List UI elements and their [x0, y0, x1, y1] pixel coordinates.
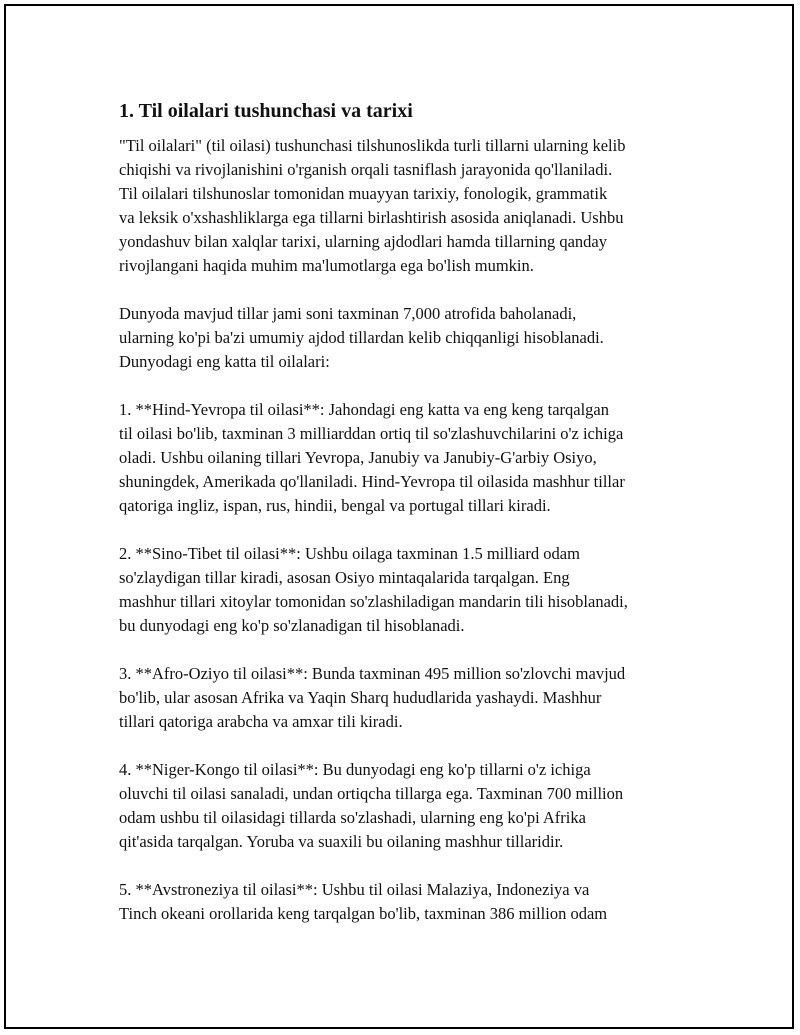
text-line: bu dunyodagi eng ko'p so'zlanadigan til hisoblanadi. [119, 616, 465, 635]
text-line: qatoriga ingliz, ispan, rus, hindii, bengal va portugal tillari kiradi. [119, 496, 551, 515]
text-line: Til oilalari tilshunoslar tomonidan muayyan tarixiy, fonologik, grammatik [119, 184, 608, 203]
text-line: 4. **Niger-Kongo til oilasi**: Bu dunyodagi eng ko'p tillarni o'z ichiga [119, 760, 591, 779]
text-line: Dunyodagi eng katta til oilalari: [119, 352, 330, 371]
text-line: til oilasi bo'lib, taxminan 3 milliarddan ortiq til so'zlashuvchilarini o'z ichiga [119, 424, 624, 443]
text-line: qit'asida tarqalgan. Yoruba va suaxili bu oilaning mashhur tillaridir. [119, 832, 564, 851]
list-item-indo-european [119, 398, 699, 518]
text-line: 1. **Hind-Yevropa til oilasi**: Jahondagi eng katta va eng keng tarqalgan [119, 400, 610, 419]
text-line: rivojlangani haqida muhim ma'lumotlarga ega bo'lish mumkin. [119, 256, 534, 275]
text-line: mashhur tillari xitoylar tomonidan so'zlashiladigan mandarin tili hisoblanadi, [119, 592, 628, 611]
list-item-niger-congo [119, 758, 699, 854]
paragraph-world-languages [119, 302, 699, 374]
text-line: 3. **Afro-Oziyo til oilasi**: Bunda taxminan 495 million so'zlovchi mavjud [119, 664, 626, 683]
list-item-sino-tibetan [119, 542, 699, 638]
text-line: Dunyoda mavjud tillar jami soni taxminan 7,000 atrofida baholanadi, [119, 304, 577, 323]
text-line: chiqishi va rivojlanishini o'rganish orqali tasniflash jarayonida qo'llaniladi. [119, 160, 613, 179]
section-heading: 1. Til oilalari tushunchasi va tarixi [119, 100, 413, 122]
text-line: 5. **Avstroneziya til oilasi**: Ushbu til oilasi Malaziya, Indoneziya va [119, 880, 590, 899]
text-line: "Til oilalari" (til oilasi) tushunchasi tilshunoslikda turli tillarni ularning kelib [119, 136, 626, 155]
page-frame [4, 4, 794, 1029]
text-line: bo'lib, ular asosan Afrika va Yaqin Sharq hududlarida yashaydi. Mashhur [119, 688, 602, 707]
list-item-austronesian [119, 878, 699, 926]
text-line: oluvchi til oilasi sanaladi, undan ortiqcha tillarga ega. Taxminan 700 million [119, 784, 624, 803]
text-line: tillari qatoriga arabcha va amxar tili kiradi. [119, 712, 403, 731]
text-line: ularning ko'pi ba'zi umumiy ajdod tillardan kelib chiqqanligi hisoblanadi. [119, 328, 604, 347]
text-line: oladi. Ushbu oilaning tillari Yevropa, Janubiy va Janubiy-G'arbiy Osiyo, [119, 448, 597, 467]
text-line: va leksik o'xshashliklarga ega tillarni birlashtirish asosida aniqlanadi. Ushbu [119, 208, 624, 227]
text-line: Tinch okeani orollarida keng tarqalgan bo'lib, taxminan 386 million odam [119, 904, 608, 923]
list-item-afro-asiatic [119, 662, 699, 734]
text-line: odam ushbu til oilasidagi tillarda so'zlashadi, ularning eng ko'pi Afrika [119, 808, 586, 827]
text-line: 2. **Sino-Tibet til oilasi**: Ushbu oilaga taxminan 1.5 milliard odam [119, 544, 580, 563]
paragraph-intro [119, 134, 699, 278]
text-line: shuningdek, Amerikada qo'llaniladi. Hind-Yevropa til oilasida mashhur tillar [119, 472, 625, 491]
document-body [119, 99, 699, 950]
text-line: yondashuv bilan xalqlar tarixi, ularning ajdodlari hamda tillarning qanday [119, 232, 607, 251]
text-line: so'zlaydigan tillar kiradi, asosan Osiyo mintaqalarida tarqalgan. Eng [119, 568, 570, 587]
